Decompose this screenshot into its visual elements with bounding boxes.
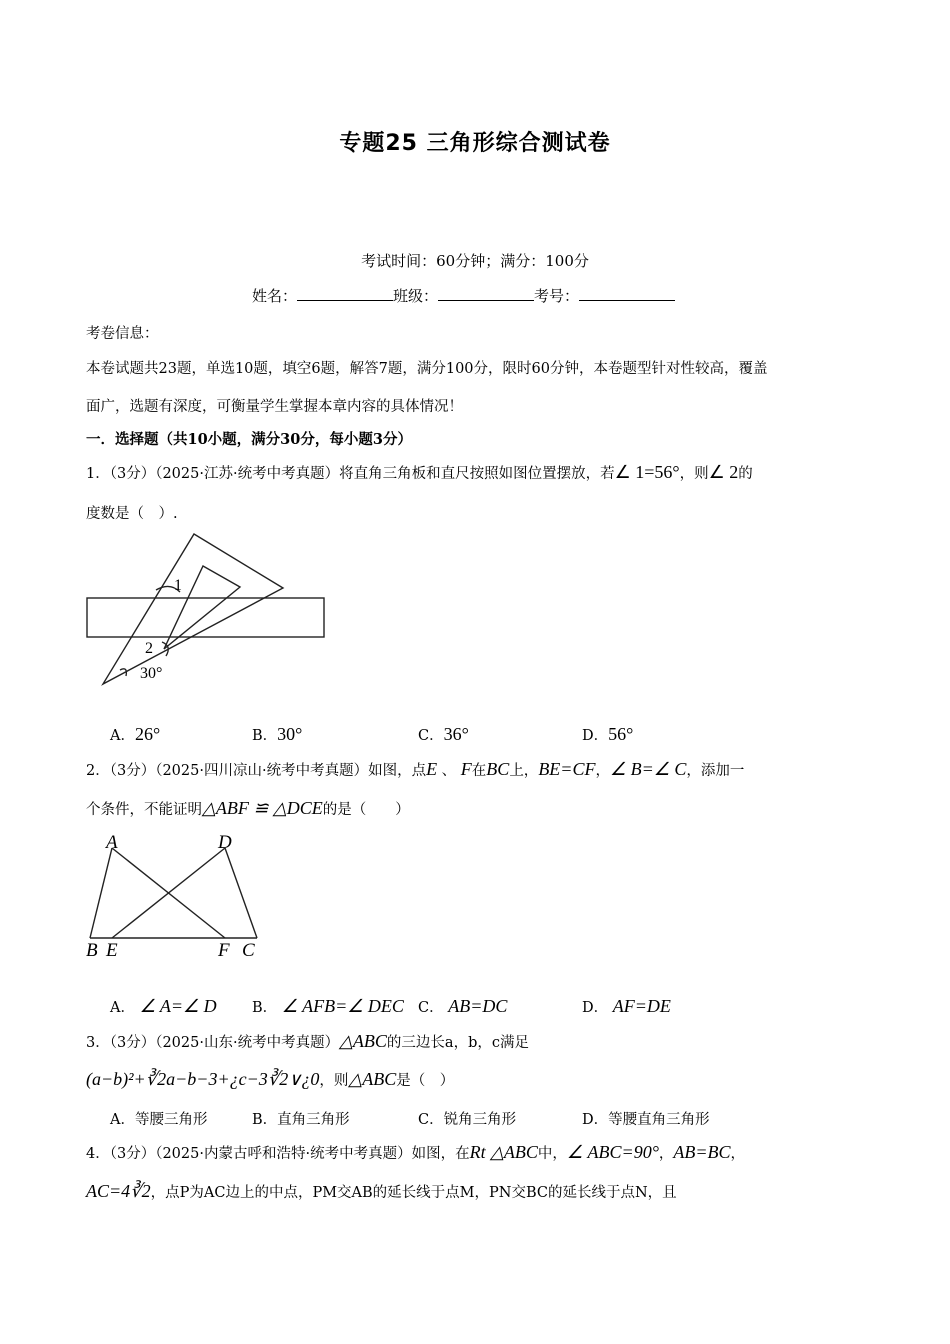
option-value: ∠ AFB=∠ DEC xyxy=(281,996,404,1016)
page-title: 专题25 三角形综合测试卷 xyxy=(339,131,611,156)
option-value: 锐角三角形 xyxy=(443,1112,517,1128)
q3-formula-line xyxy=(86,1069,454,1090)
option-letter: D． xyxy=(582,1112,609,1128)
q4-line-2 xyxy=(86,1181,677,1202)
q2-figure xyxy=(82,828,272,968)
option-value: 26° xyxy=(134,724,161,744)
q1-mid: ，则 xyxy=(679,466,709,482)
q2-point-e: E xyxy=(426,759,438,779)
q4-comma: ， xyxy=(658,1146,674,1162)
segment-dc xyxy=(225,848,257,938)
q2-prefix: 2．（3分）（2025·四川凉山·统考中考真题）如图，点 xyxy=(86,763,427,779)
option-value: 等腰三角形 xyxy=(134,1112,208,1128)
option-letter: C． xyxy=(418,1000,444,1016)
q1-condition: ∠ 1=56° xyxy=(614,462,680,482)
q1-option-c[interactable] xyxy=(418,724,469,745)
label-30: 30° xyxy=(140,665,163,682)
q2-sep: 、 xyxy=(437,763,461,779)
q3-tail-a: ，则 xyxy=(319,1073,349,1089)
student-fields xyxy=(252,285,675,306)
number-label: 考号： xyxy=(534,287,580,305)
option-value: AB=DC xyxy=(448,996,508,1016)
label-d: D xyxy=(218,832,232,853)
info-heading: 考卷信息： xyxy=(86,326,159,342)
label-c: C xyxy=(242,940,255,961)
q4-zhong: 中， xyxy=(537,1146,567,1162)
label-a: A xyxy=(106,832,118,853)
q3-option-b[interactable] xyxy=(252,1108,350,1129)
q1-suffix: 的 xyxy=(738,466,753,482)
option-letter: A． xyxy=(110,728,135,744)
q2-congruence: △ABF ≌ △DCE xyxy=(202,798,323,818)
question-1 xyxy=(86,462,753,483)
q1-option-d[interactable] xyxy=(582,724,633,745)
q4-prefix: 4．（3分）（2025·内蒙古呼和浩特·统考中考真题）如图，在 xyxy=(86,1146,470,1162)
q4-ac-length: AC=4∛2 xyxy=(86,1181,151,1201)
number-field[interactable] xyxy=(579,286,675,301)
q2-option-b[interactable] xyxy=(252,996,404,1017)
triangle-outer xyxy=(103,534,283,684)
option-letter: B． xyxy=(252,1112,278,1128)
q4-rt-triangle: Rt △ABC xyxy=(469,1142,538,1162)
q2-option-d[interactable] xyxy=(582,996,671,1017)
q4-comma-2: ， xyxy=(730,1146,746,1162)
option-letter: A． xyxy=(110,1112,135,1128)
q3-formula: (a−b)²+∛2a−b−3+¿c−3∛2∨¿0 xyxy=(86,1069,320,1089)
option-value: 30° xyxy=(277,724,303,744)
q2-equation-1: BE=CF xyxy=(538,759,596,779)
q3-option-c[interactable] xyxy=(418,1108,516,1129)
question-4 xyxy=(86,1142,745,1163)
option-value: 36° xyxy=(443,724,469,744)
exam-time: 考试时间：60分钟；满分：100分 xyxy=(361,252,589,270)
name-label: 姓名： xyxy=(252,287,298,305)
q4-equation: AB=BC xyxy=(673,1142,731,1162)
option-value: ∠ A=∠ D xyxy=(139,996,217,1016)
q3-tail-triangle: △ABC xyxy=(348,1069,397,1089)
q2-tail: ，添加一 xyxy=(686,763,745,779)
q4-line2-text: ，点P为AC边上的中点，PM交AB的延长线于点M，PN交BC的延长线于点N，且 xyxy=(150,1185,677,1201)
q1-line-2: 度数是（ ）. xyxy=(86,506,178,522)
question-3 xyxy=(86,1031,529,1052)
label-1: 1 xyxy=(174,577,182,594)
option-value: 直角三角形 xyxy=(277,1112,350,1128)
question-2 xyxy=(86,759,744,780)
option-letter: A． xyxy=(110,1000,135,1016)
q1-prefix: 1．（3分）（2025·江苏·统考中考真题）将直角三角板和直尺按照如图位置摆放，若 xyxy=(86,466,615,482)
q2-line2b: 的是（ ） xyxy=(322,802,410,818)
q2-option-a[interactable] xyxy=(110,996,217,1017)
q1-target: ∠ 2 xyxy=(708,462,739,482)
q2-comma: ， xyxy=(595,763,610,779)
label-f: F xyxy=(218,940,230,961)
q3-tail-b: 是（ ） xyxy=(396,1073,455,1089)
q2-equation-2: ∠ B=∠ C xyxy=(609,759,687,779)
label-b: B xyxy=(86,940,98,961)
label-e: E xyxy=(106,940,118,961)
option-value: 等腰直角三角形 xyxy=(608,1112,710,1128)
q1-option-a[interactable] xyxy=(110,724,160,745)
class-label: 班级： xyxy=(393,287,439,305)
option-value: AF=DE xyxy=(612,996,671,1016)
q2-option-c[interactable] xyxy=(418,996,507,1017)
q1-option-b[interactable] xyxy=(252,724,302,745)
option-letter: C． xyxy=(418,1112,444,1128)
option-letter: D． xyxy=(582,1000,609,1016)
info-line-1: 本卷试题共23题，单选10题，填空6题，解答7题，满分100分，限时60分钟，本卷题型针对性较高，覆盖 xyxy=(86,361,768,377)
q2-point-f: F xyxy=(460,759,472,779)
q2-line-2 xyxy=(86,798,410,819)
q2-in: 在 xyxy=(471,763,487,779)
section-heading: 一．选择题（共10小题，满分30分，每小题3分） xyxy=(86,431,412,448)
name-field[interactable] xyxy=(297,286,393,301)
info-line-2: 面广，选题有深度，可衡量学生掌握本章内容的具体情况！ xyxy=(86,399,463,415)
label-2: 2 xyxy=(145,640,153,657)
option-letter: B． xyxy=(252,728,278,744)
q3-option-d[interactable] xyxy=(582,1108,710,1129)
q3-triangle: △ABC xyxy=(339,1031,387,1051)
option-value: 56° xyxy=(608,724,634,744)
option-letter: D． xyxy=(582,728,609,744)
q1-figure xyxy=(80,530,340,690)
option-letter: B． xyxy=(252,1000,278,1016)
q3-option-a[interactable] xyxy=(110,1108,207,1129)
class-field[interactable] xyxy=(438,286,534,301)
q4-angle: ∠ ABC=90° xyxy=(566,1142,659,1162)
ruler-shape xyxy=(87,598,324,637)
q2-line2a: 个条件，不能证明 xyxy=(86,802,202,818)
q2-on: 上， xyxy=(509,763,539,779)
q3-text: 的三边长a，b，c满足 xyxy=(386,1035,529,1051)
q3-prefix: 3．（3分）（2025·山东·统考中考真题） xyxy=(86,1035,340,1051)
q2-segment: BC xyxy=(486,759,510,779)
option-letter: C． xyxy=(418,728,444,744)
segment-ab xyxy=(90,848,112,938)
